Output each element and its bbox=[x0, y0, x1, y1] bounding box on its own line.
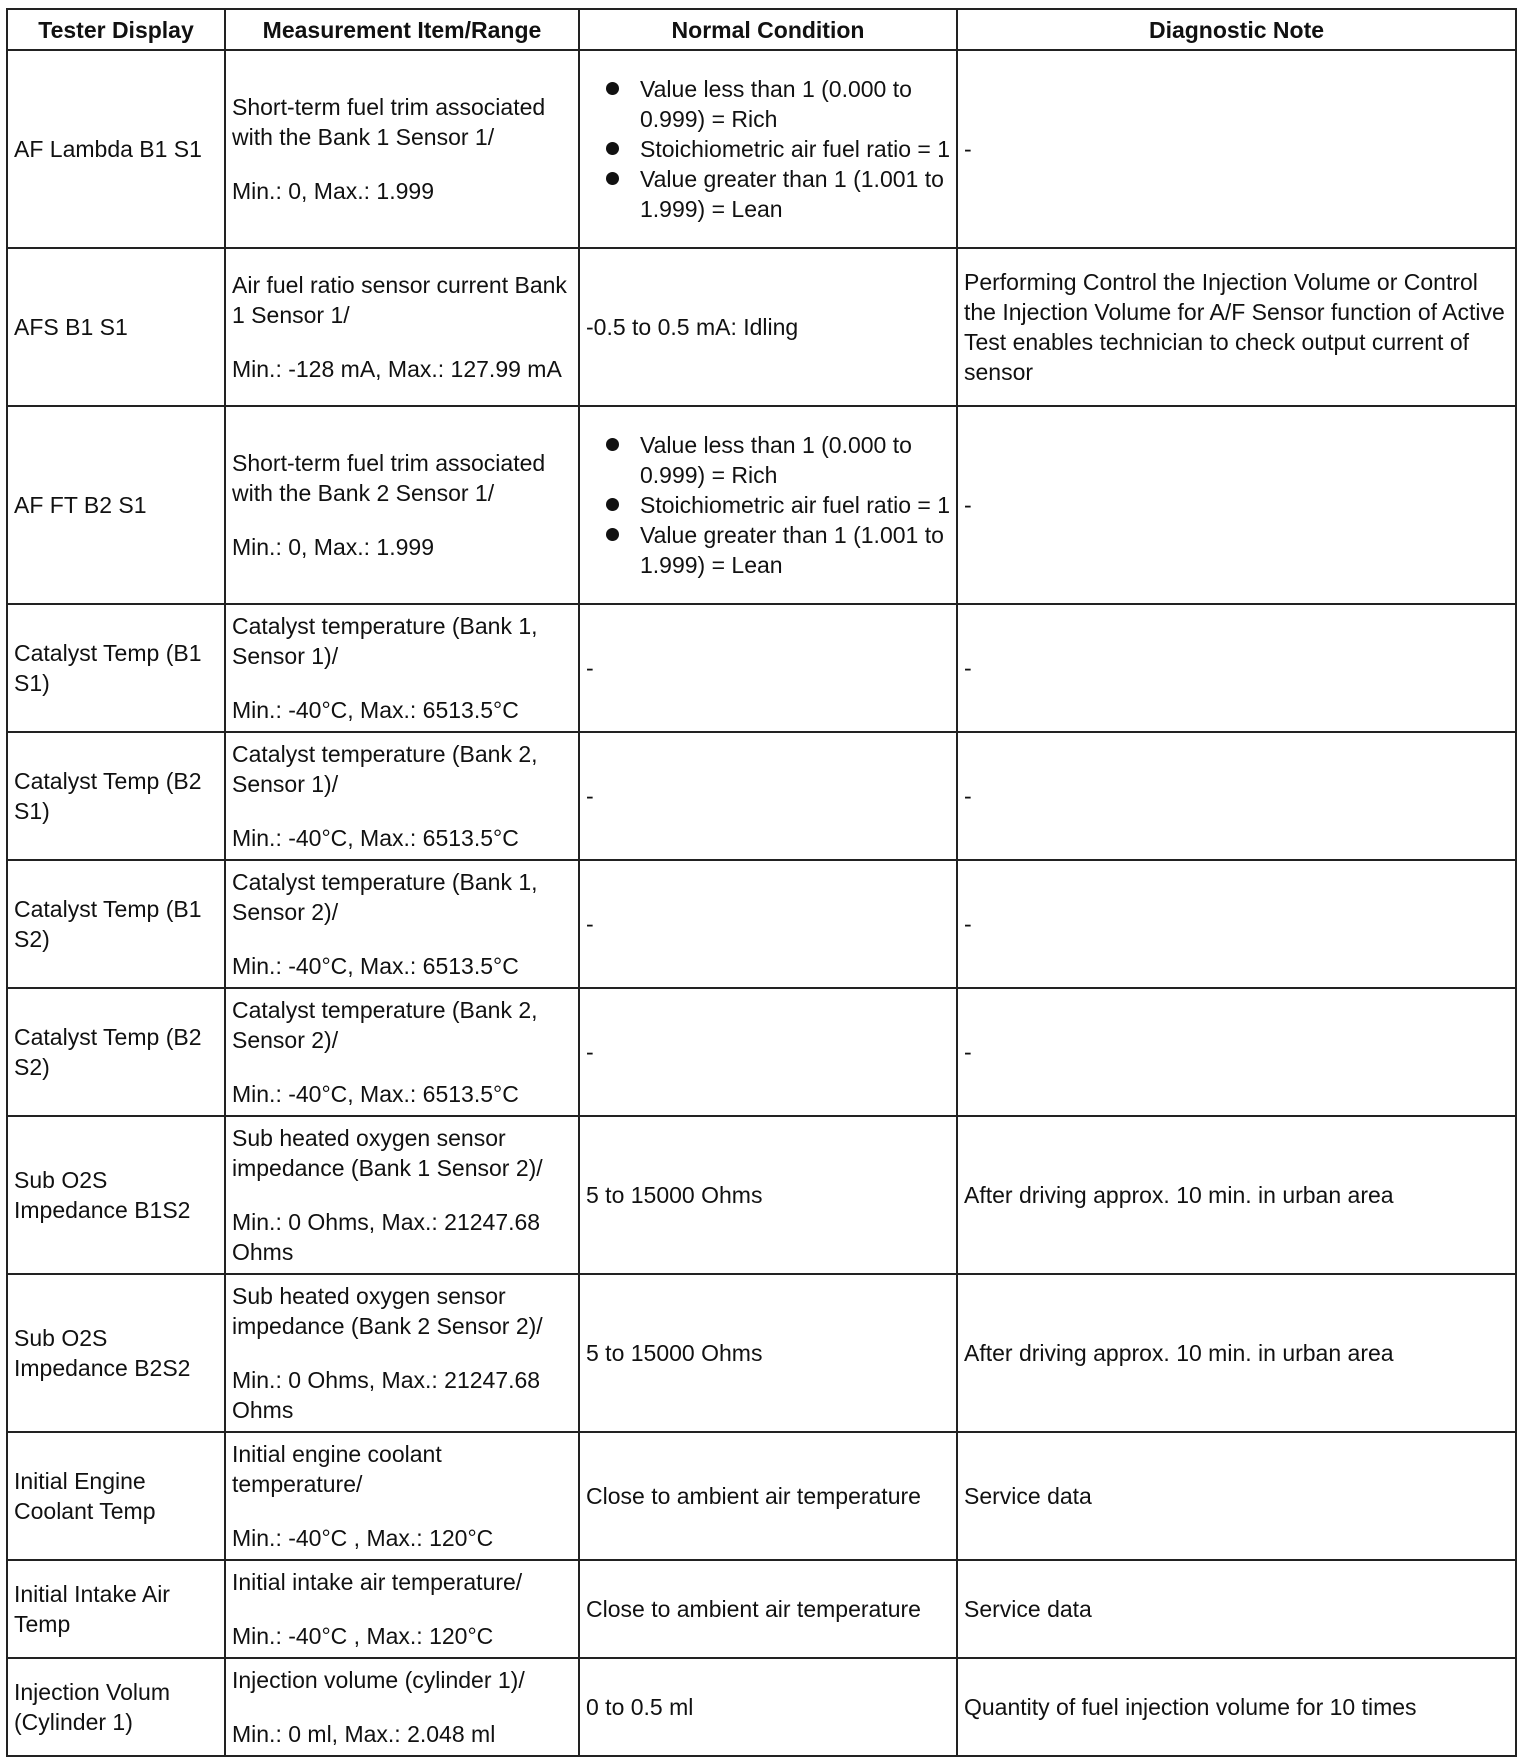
normal-condition-cell bbox=[579, 406, 957, 604]
tester-display-cell: Sub O2S Impedance B2S2 bbox=[7, 1274, 225, 1432]
diagnostic-note-cell: After driving approx. 10 min. in urban area bbox=[957, 1274, 1516, 1432]
tester-display-cell: Injection Volum (Cylinder 1) bbox=[7, 1658, 225, 1756]
table-row bbox=[7, 860, 1516, 988]
normal-condition-cell: Close to ambient air temperature bbox=[579, 1560, 957, 1658]
table-row bbox=[7, 1658, 1516, 1756]
normal-condition-cell: -0.5 to 0.5 mA: Idling bbox=[579, 248, 957, 406]
normal-condition-cell: - bbox=[579, 988, 957, 1116]
measurement-item: Initial engine coolant temperature/ bbox=[232, 1441, 442, 1497]
measurement-range: Min.: -40°C, Max.: 6513.5°C bbox=[232, 953, 519, 979]
tester-display-cell: AF FT B2 S1 bbox=[7, 406, 225, 604]
measurement-range: Min.: -40°C, Max.: 6513.5°C bbox=[232, 825, 519, 851]
condition-list bbox=[586, 74, 950, 224]
condition-list bbox=[586, 430, 950, 580]
tester-display-cell: Catalyst Temp (B2 S2) bbox=[7, 988, 225, 1116]
measurement-item: Catalyst temperature (Bank 1, Sensor 2)/ bbox=[232, 869, 538, 925]
measurement-cell bbox=[225, 1658, 579, 1756]
normal-condition-cell: - bbox=[579, 732, 957, 860]
diagnostic-note-cell: - bbox=[957, 860, 1516, 988]
spacer bbox=[232, 1695, 572, 1719]
tester-display-cell: AF Lambda B1 S1 bbox=[7, 50, 225, 248]
measurement-item: Short-term fuel trim associated with the Bank 2 Sensor 1/ bbox=[232, 450, 546, 506]
condition-item: Stoichiometric air fuel ratio = 1 bbox=[640, 492, 950, 518]
spacer bbox=[232, 508, 572, 532]
measurement-item: Initial intake air temperature/ bbox=[232, 1569, 523, 1595]
condition-item: Value greater than 1 (1.001 to 1.999) = Lean bbox=[640, 164, 950, 224]
measurement-range: Min.: -40°C , Max.: 120°C bbox=[232, 1525, 494, 1551]
measurement-range: Min.: -40°C, Max.: 6513.5°C bbox=[232, 1081, 519, 1107]
table-row bbox=[7, 1274, 1516, 1432]
header-normal-condition: Normal Condition bbox=[579, 9, 957, 50]
diagnostic-note-cell: - bbox=[957, 50, 1516, 248]
measurement-cell bbox=[225, 604, 579, 732]
tester-display-cell: AFS B1 S1 bbox=[7, 248, 225, 406]
table-row bbox=[7, 988, 1516, 1116]
measurement-cell bbox=[225, 406, 579, 604]
normal-condition-cell: 5 to 15000 Ohms bbox=[579, 1116, 957, 1274]
measurement-item: Catalyst temperature (Bank 2, Sensor 2)/ bbox=[232, 997, 538, 1053]
spacer bbox=[232, 1597, 572, 1621]
spacer bbox=[232, 1341, 572, 1365]
condition-item: Stoichiometric air fuel ratio = 1 bbox=[640, 136, 950, 162]
diagnostic-note-cell: Service data bbox=[957, 1432, 1516, 1560]
measurement-cell bbox=[225, 732, 579, 860]
measurement-range: Min.: 0, Max.: 1.999 bbox=[232, 178, 434, 204]
tester-display-cell: Initial Engine Coolant Temp bbox=[7, 1432, 225, 1560]
measurement-range: Min.: 0 ml, Max.: 2.048 ml bbox=[232, 1721, 496, 1747]
diagnostic-note-cell: - bbox=[957, 604, 1516, 732]
measurement-range: Min.: -40°C , Max.: 120°C bbox=[232, 1623, 494, 1649]
spacer bbox=[232, 927, 572, 951]
spacer bbox=[232, 799, 572, 823]
diagnostic-note-cell: - bbox=[957, 988, 1516, 1116]
measurement-range: Min.: 0 Ohms, Max.: 21247.68 Ohms bbox=[232, 1367, 541, 1423]
tester-display-cell: Catalyst Temp (B1 S1) bbox=[7, 604, 225, 732]
measurement-item: Air fuel ratio sensor current Bank 1 Sensor 1/ bbox=[232, 272, 567, 328]
normal-condition-cell: - bbox=[579, 860, 957, 988]
tester-display-cell: Initial Intake Air Temp bbox=[7, 1560, 225, 1658]
measurement-cell bbox=[225, 1560, 579, 1658]
spacer bbox=[232, 152, 572, 176]
header-row bbox=[7, 9, 1516, 50]
normal-condition-cell: Close to ambient air temperature bbox=[579, 1432, 957, 1560]
table-row bbox=[7, 50, 1516, 248]
measurement-cell bbox=[225, 50, 579, 248]
table-row bbox=[7, 1116, 1516, 1274]
spacer bbox=[232, 1499, 572, 1523]
header-measurement-item: Measurement Item/Range bbox=[225, 9, 579, 50]
measurement-item: Catalyst temperature (Bank 2, Sensor 1)/ bbox=[232, 741, 538, 797]
measurement-range: Min.: 0 Ohms, Max.: 21247.68 Ohms bbox=[232, 1209, 541, 1265]
diagnostic-note-cell: - bbox=[957, 406, 1516, 604]
tester-display-cell: Catalyst Temp (B1 S2) bbox=[7, 860, 225, 988]
measurement-item: Injection volume (cylinder 1)/ bbox=[232, 1667, 525, 1693]
tester-display-cell: Sub O2S Impedance B1S2 bbox=[7, 1116, 225, 1274]
measurement-item: Sub heated oxygen sensor impedance (Bank 2 Sensor 2)/ bbox=[232, 1283, 543, 1339]
table-row bbox=[7, 1560, 1516, 1658]
header-diagnostic-note: Diagnostic Note bbox=[957, 9, 1516, 50]
measurement-item: Catalyst temperature (Bank 1, Sensor 1)/ bbox=[232, 613, 538, 669]
measurement-item: Sub heated oxygen sensor impedance (Bank 1 Sensor 2)/ bbox=[232, 1125, 543, 1181]
measurement-range: Min.: 0, Max.: 1.999 bbox=[232, 534, 434, 560]
measurement-cell bbox=[225, 860, 579, 988]
condition-item: Value greater than 1 (1.001 to 1.999) = Lean bbox=[640, 520, 950, 580]
normal-condition-cell: 5 to 15000 Ohms bbox=[579, 1274, 957, 1432]
measurement-range: Min.: -128 mA, Max.: 127.99 mA bbox=[232, 356, 562, 382]
table-row bbox=[7, 1432, 1516, 1560]
header-tester-display: Tester Display bbox=[7, 9, 225, 50]
table-row bbox=[7, 406, 1516, 604]
condition-item: Value less than 1 (0.000 to 0.999) = Rich bbox=[640, 430, 950, 490]
table-body bbox=[7, 50, 1516, 1756]
condition-item: Value less than 1 (0.000 to 0.999) = Rich bbox=[640, 74, 950, 134]
diagnostic-note-cell: Service data bbox=[957, 1560, 1516, 1658]
spacer bbox=[232, 1055, 572, 1079]
tester-display-cell: Catalyst Temp (B2 S1) bbox=[7, 732, 225, 860]
measurement-item: Short-term fuel trim associated with the Bank 1 Sensor 1/ bbox=[232, 94, 546, 150]
table-row bbox=[7, 248, 1516, 406]
spacer bbox=[232, 330, 572, 354]
diagnostic-note-cell: Performing Control the Injection Volume or Control the Injection Volume for A/F Sensor function of Active Test enables technician to check output current of sensor bbox=[957, 248, 1516, 406]
measurement-cell bbox=[225, 1432, 579, 1560]
spacer bbox=[232, 1183, 572, 1207]
measurement-cell bbox=[225, 1274, 579, 1432]
measurement-cell bbox=[225, 1116, 579, 1274]
normal-condition-cell bbox=[579, 50, 957, 248]
diagnostic-note-cell: After driving approx. 10 min. in urban area bbox=[957, 1116, 1516, 1274]
table-row bbox=[7, 732, 1516, 860]
table-row bbox=[7, 604, 1516, 732]
data-list-table bbox=[6, 8, 1517, 1757]
measurement-cell bbox=[225, 988, 579, 1116]
diagnostic-note-cell: - bbox=[957, 732, 1516, 860]
measurement-range: Min.: -40°C, Max.: 6513.5°C bbox=[232, 697, 519, 723]
measurement-cell bbox=[225, 248, 579, 406]
spacer bbox=[232, 671, 572, 695]
diagnostic-note-cell: Quantity of fuel injection volume for 10 times bbox=[957, 1658, 1516, 1756]
normal-condition-cell: - bbox=[579, 604, 957, 732]
normal-condition-cell: 0 to 0.5 ml bbox=[579, 1658, 957, 1756]
